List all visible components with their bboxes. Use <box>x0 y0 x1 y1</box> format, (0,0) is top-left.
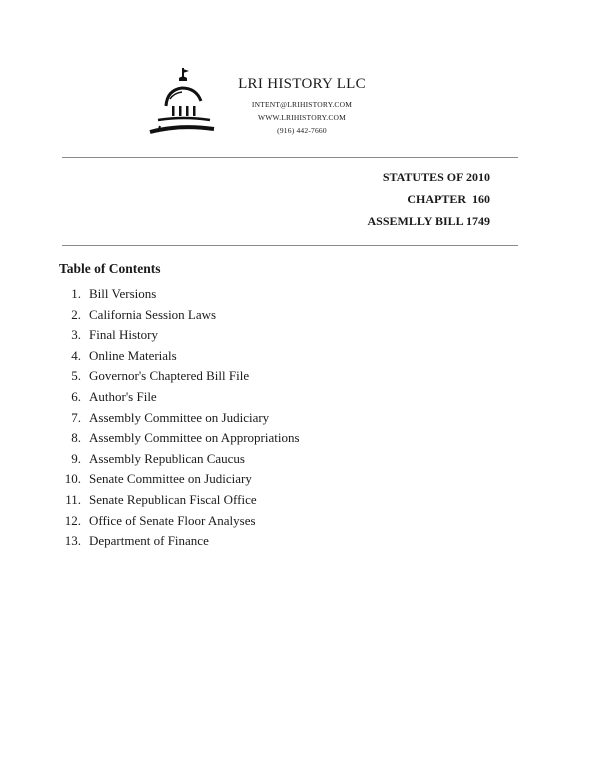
company-header <box>232 76 372 135</box>
statute-year: STATUTES OF 2010 <box>382 170 490 184</box>
toc-item-label: Assembly Committee on Judiciary <box>89 409 270 425</box>
toc-item-label: Author's File <box>89 388 157 404</box>
toc-item-number: 11. <box>65 491 81 507</box>
toc-item-label: Department of Finance <box>89 533 209 549</box>
toc-item-number: 2. <box>71 306 81 322</box>
toc-item <box>59 531 300 552</box>
statute-info <box>368 170 491 236</box>
toc-item <box>59 408 300 429</box>
toc-item-label: Assembly Committee on Appropriations <box>89 430 300 446</box>
toc-item-number: 6. <box>71 388 81 404</box>
capitol-dome-icon <box>144 66 218 138</box>
toc-item-number: 8. <box>71 430 81 446</box>
company-website: WWW.LRIHISTORY.COM <box>257 113 347 122</box>
toc-item-label: Assembly Republican Caucus <box>89 450 245 466</box>
toc-item <box>59 428 300 449</box>
company-phone: (916) 442-7660 <box>277 126 327 135</box>
bottom-divider <box>62 245 518 246</box>
toc-item-label: Online Materials <box>89 347 177 363</box>
toc-item-label: Bill Versions <box>89 286 157 301</box>
toc-item-label: Final History <box>89 327 158 343</box>
toc-item-label: Senate Committee on Judiciary <box>89 471 252 487</box>
toc-item <box>59 325 300 346</box>
top-divider <box>62 157 518 158</box>
toc-item-label: Governor's Chaptered Bill File <box>89 368 250 384</box>
toc-item-number: 10. <box>64 471 81 487</box>
company-email: INTENT@LRIHISTORY.COM <box>251 100 353 109</box>
toc-item-label: Office of Senate Floor Analyses <box>89 512 256 528</box>
toc-item-number: 7. <box>71 409 81 425</box>
toc-item <box>59 469 300 490</box>
toc-item <box>59 346 300 367</box>
toc-item-number: 13. <box>64 533 81 549</box>
toc-item <box>59 387 300 408</box>
toc-item-number: 3. <box>71 327 81 343</box>
toc-item-number: 5. <box>71 368 81 384</box>
toc-item <box>59 511 300 532</box>
toc-item-label: California Session Laws <box>89 306 217 322</box>
toc-item <box>59 284 300 305</box>
toc-title: Table of Contents <box>59 261 161 276</box>
company-name: LRI HISTORY LLC <box>238 76 366 92</box>
toc-item <box>59 366 300 387</box>
toc-item <box>59 449 300 470</box>
toc-item-label: Senate Republican Fiscal Office <box>89 491 257 507</box>
toc-item-number: 1. <box>71 286 81 301</box>
toc-item-number: 12. <box>64 512 81 528</box>
toc-item <box>59 490 300 511</box>
statute-bill: ASSEMLLY BILL 1749 <box>367 214 490 228</box>
toc-item <box>59 305 300 326</box>
toc-list <box>59 284 300 552</box>
statute-chapter: CHAPTER 160 <box>407 192 490 206</box>
toc-item-number: 4. <box>71 347 81 363</box>
toc-item-number: 9. <box>71 450 81 466</box>
